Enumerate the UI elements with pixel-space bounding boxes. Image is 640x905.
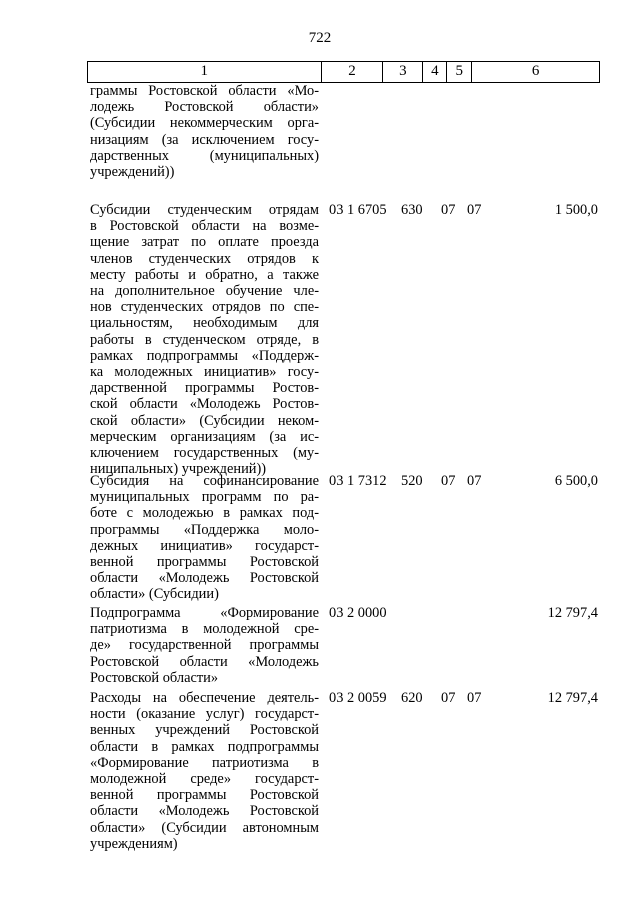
description-line: области» (Субсидии) [90,586,219,603]
description-line: мерческим организациям (за ис- [90,428,319,445]
description-line: циальностям, необходимым для [90,315,319,332]
description-line: ской области «Молодежь Ростов- [90,396,319,413]
target-article-code: 03 2 0000 [329,605,387,621]
description-line: муниципальных программ по ра- [90,489,319,506]
section-code: 07 [441,202,456,218]
description-line: Подпрограмма «Формирование [90,605,319,621]
subsection-code: 07 [467,473,482,489]
table-row [87,690,600,852]
page-number: 722 [308,30,332,46]
header-col-2: 2 [322,62,384,82]
table-header-row [87,61,600,83]
amount: 12 797,4 [547,690,598,706]
description-line: области» (Субсидии автономным [90,819,319,836]
description-line: Субсидия на софинансирование [90,473,319,489]
description-line: де» государственной программы [90,637,319,654]
table-row [87,202,600,477]
description-line: Субсидии студенческим отрядам [90,202,319,218]
expense-type-code [401,605,441,686]
amount: 1 500,0 [554,202,598,218]
description-line: «Формирование патриотизма в [90,754,319,771]
header-col-5: 5 [447,62,472,82]
description-line: ниципальных) учреждений)) [90,461,267,478]
header-col-1: 1 [88,62,322,82]
table-row [87,605,600,686]
description-line: работы в студенческом отряде, в [90,331,319,348]
description-line: низациям (за исключением госу- [90,131,319,148]
section-code [441,605,465,686]
target-article-code [323,83,401,180]
description-line: венных учреждений Ростовской [90,722,319,739]
description-line: месту работы и обратно, а также [90,266,319,283]
description-line: нов студенческих отрядов по спе- [90,299,319,316]
description-line: Ростовской области» [90,669,219,686]
row-description [87,690,323,852]
amount: 12 797,4 [547,605,598,621]
expense-type-code: 620 [401,690,423,706]
description-line: молодежной среде» государст- [90,771,319,788]
description-line: учреждений)) [90,164,175,181]
description-line: ключением государственных (му- [90,445,319,462]
description-line: венной программы Ростовской [90,787,319,804]
subsection-code [465,83,490,180]
expense-type-code: 520 [401,473,423,489]
description-line: области «Молодежь Ростовской [90,570,319,587]
description-line: программы «Поддержка моло- [90,521,319,538]
target-article-code: 03 1 6705 [329,202,387,218]
header-col-4: 4 [423,62,447,82]
subsection-code: 07 [467,202,482,218]
description-line: дарственной программы Ростов- [90,380,319,397]
description-line: щение затрат по оплате проезда [90,234,319,251]
amount [490,83,600,180]
description-line: боте с молодежью в рамках под- [90,505,319,522]
expense-type-code [401,83,441,180]
description-line: в Ростовской области на возме- [90,218,319,235]
description-line: граммы Ростовской области «Мо- [90,83,319,99]
description-line: дежных инициатив» государст- [90,537,319,554]
description-line: рамках подпрограммы «Поддерж- [90,347,319,364]
section-code: 07 [441,690,456,706]
description-line: Расходы на обеспечение деятель- [90,690,319,706]
subsection-code [465,605,490,686]
description-line: дарственных (муниципальных) [90,147,319,164]
expense-type-code: 630 [401,202,423,218]
subsection-code: 07 [467,690,482,706]
table-row [87,473,600,603]
description-line: ности (оказание услуг) государст- [90,706,319,723]
target-article-code: 03 2 0059 [329,690,387,706]
description-line: лодежь Ростовской области» [90,99,319,116]
section-code [441,83,465,180]
row-description [87,202,323,477]
description-line: венной программы Ростовской [90,554,319,571]
description-line: ской области» (Субсидии неком- [90,412,319,429]
description-line: (Субсидии некоммерческим орга- [90,115,319,132]
row-description [87,605,323,686]
amount: 6 500,0 [554,473,598,489]
description-line: патриотизма в молодежной сре- [90,621,319,638]
description-line: на дополнительное обучение чле- [90,283,319,300]
description-line: Ростовской области «Молодежь [90,653,319,670]
section-code: 07 [441,473,456,489]
target-article-code: 03 1 7312 [329,473,387,489]
table-row [87,83,600,180]
description-line: членов студенческих отрядов к [90,250,319,267]
row-description [87,473,323,603]
description-line: области «Молодежь Ростовской [90,803,319,820]
budget-table [87,61,600,852]
header-col-6: 6 [472,62,600,82]
description-line: ка молодежных инициатив» госу- [90,364,319,381]
description-line: учреждениям) [90,835,178,852]
header-col-3: 3 [383,62,423,82]
description-line: области в рамках подпрограммы [90,738,319,755]
row-description [87,83,323,180]
